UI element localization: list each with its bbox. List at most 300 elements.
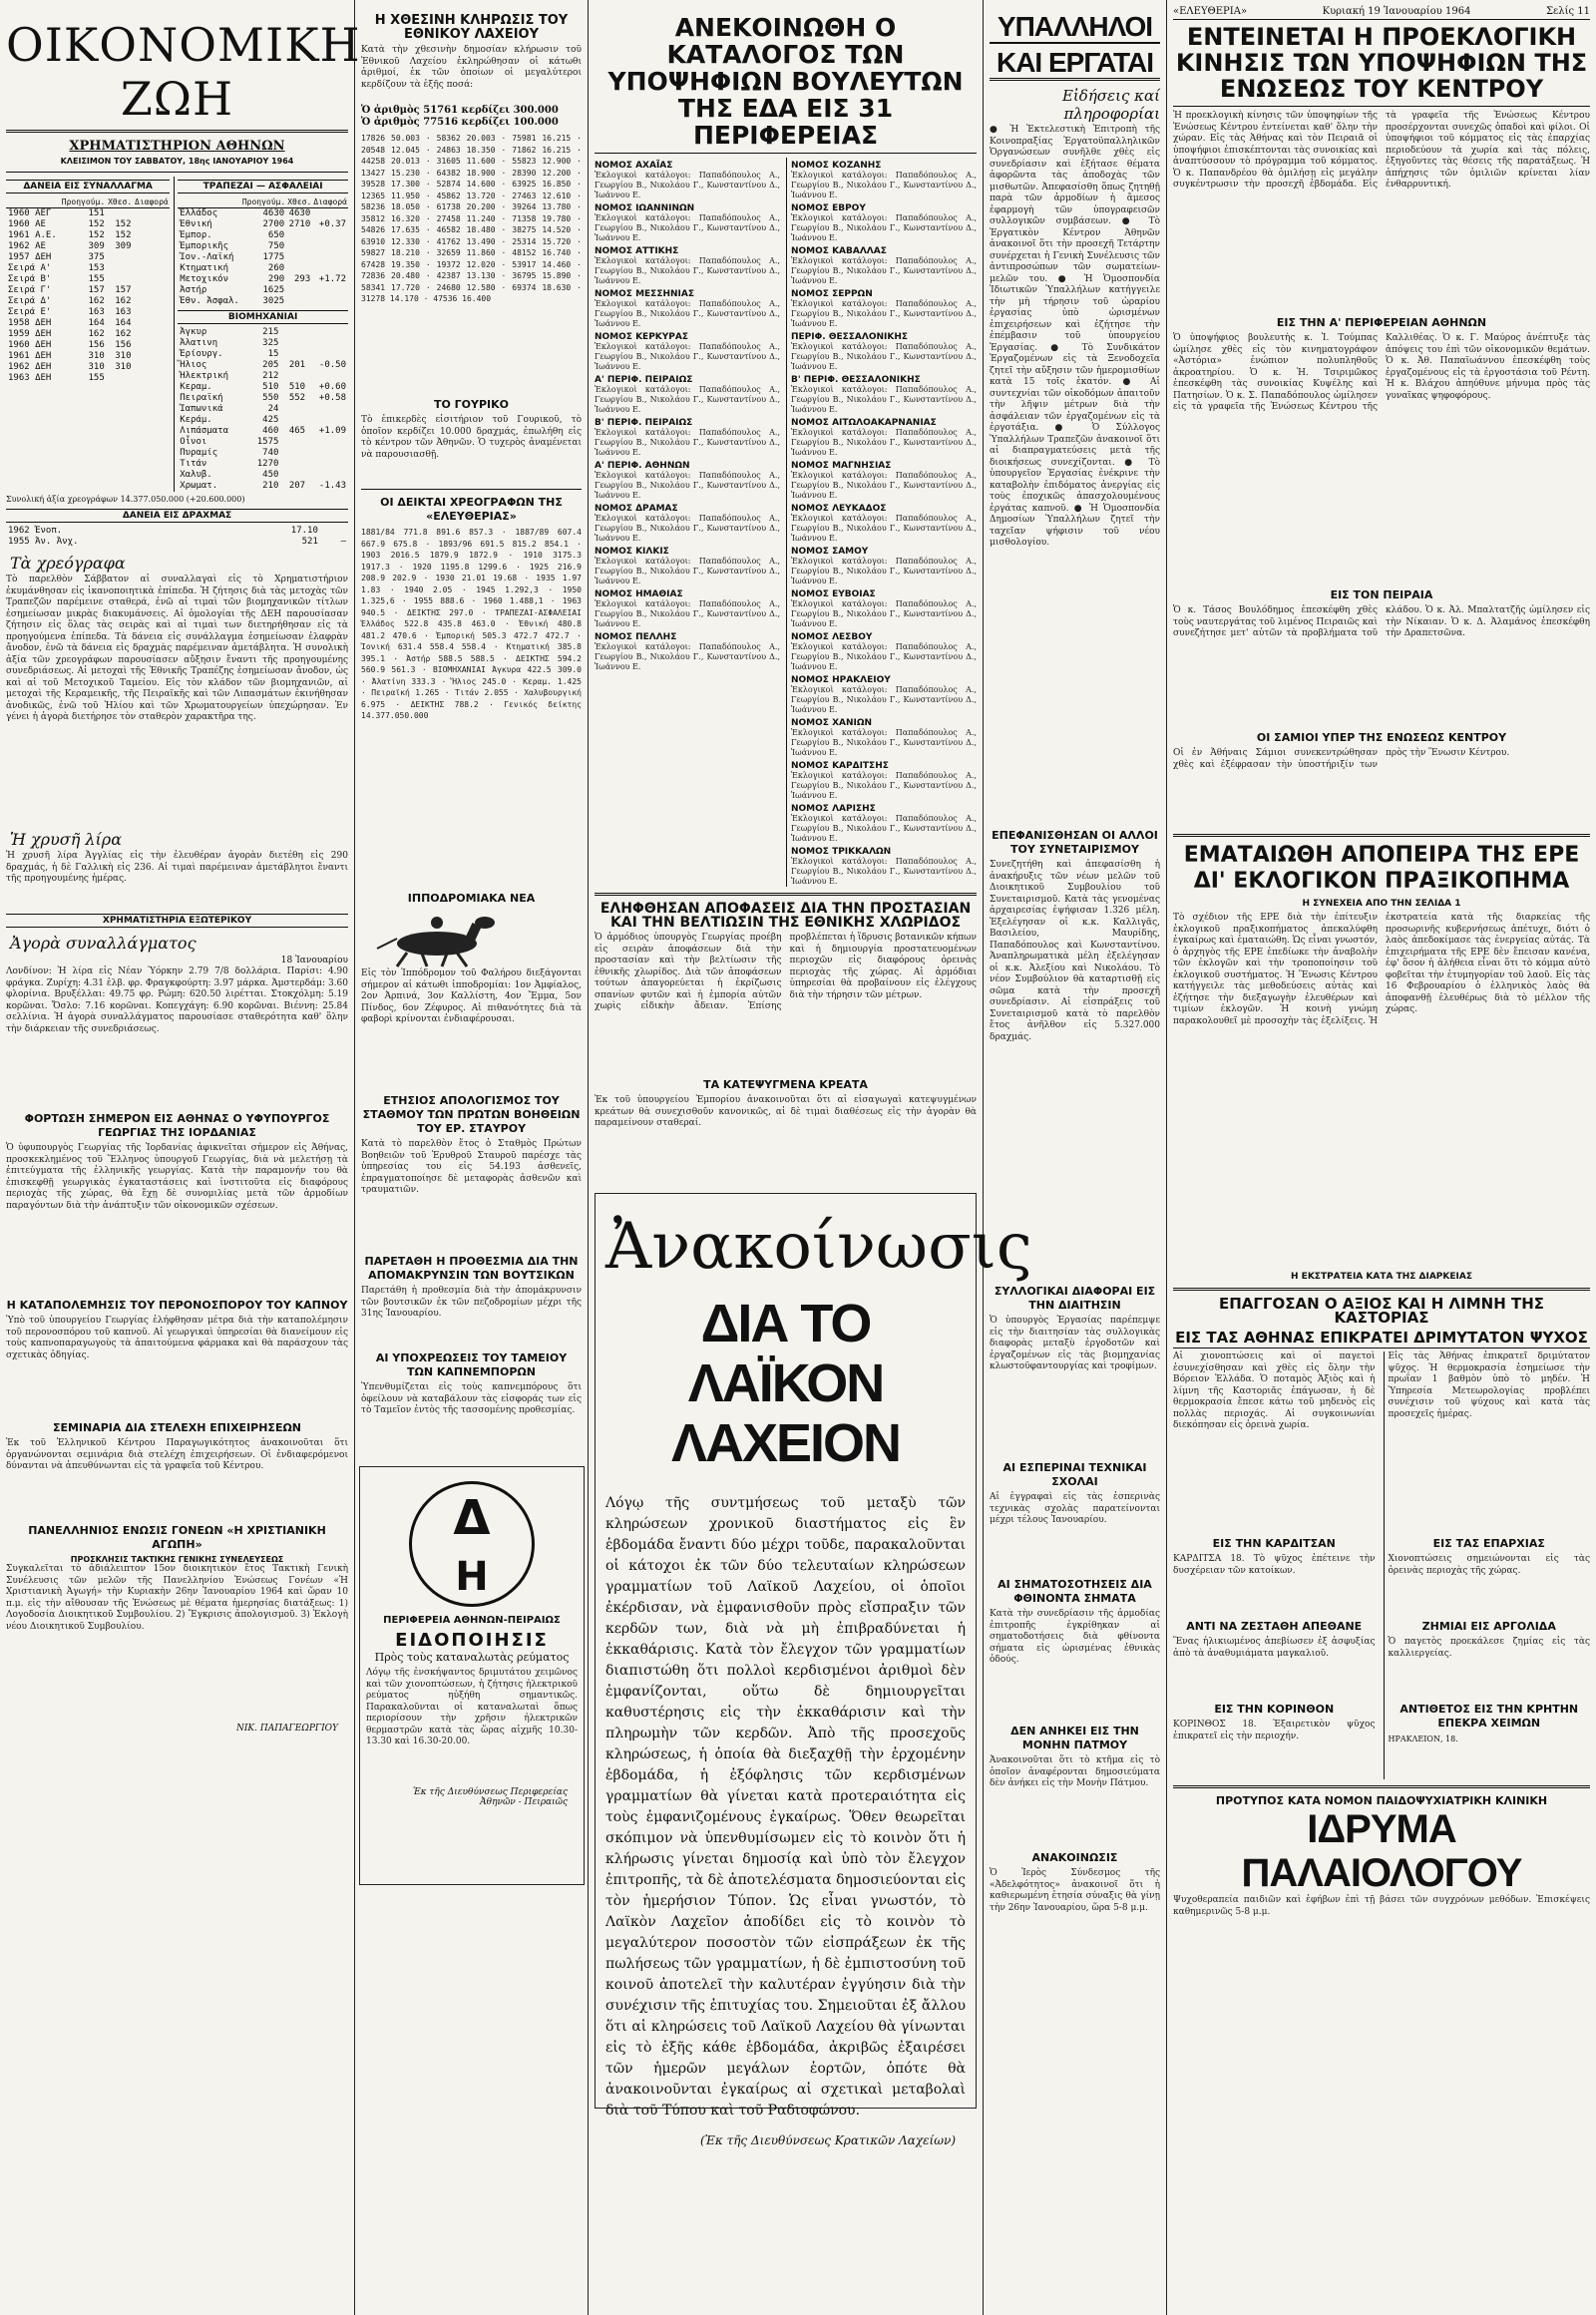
loans-col-header: Χθεσ.: [108, 197, 133, 206]
industry-cell: [307, 371, 348, 382]
disputes-text: Ὁ ὑπουργὸς Ἐργασίας παρέπεμψε εἰς τὴν διαιτησίαν τὰς συλλογικὰς διαφορὰς μεταξὺ ἐργοδοτῶν καὶ ἐργαζομένων εἰς τὰς βιομηχανίας κλωστοϋφαντουργίας καὶ τροφίμων.: [990, 1316, 1160, 1371]
banks-row: [178, 208, 348, 220]
nomoi-right: [786, 158, 977, 887]
loans-cell: 1960 ΑΕ: [8, 219, 46, 229]
argolida-text: Ὁ παγετὸς προεκάλεσε ζημίας εἰς τὰς καλλιεργείας.: [1388, 1637, 1590, 1659]
nomos-heading: Α' ΠΕΡΙΦ. ΠΕΙΡΑΙΩΣ: [595, 375, 693, 385]
eda-headline: ΑΝΕΚΟΙΝΩΘΗ Ο ΚΑΤΑΛΟΓΟΣ ΤΩΝ ΥΠΟΨΗΦΙΩΝ ΒΟΥΛΕΥΤΩΝ ΤΗΣ ΕΔΑ ΕΙΣ 31 ΠΕΡΙΦΕΡΕΙΑΣ: [607, 13, 964, 150]
loans-cell: Σειρά Δ': [8, 296, 52, 306]
industry-cell: 201: [288, 360, 306, 370]
nomos-heading: ΠΕΡΙΦ. ΘΕΣΣΑΛΟΝΙΚΗΣ: [791, 332, 909, 342]
sub-argolida: ΖΗΜΙΑΙ ΕΙΣ ΑΡΓΟΛΙΔΑ: [1421, 1620, 1556, 1633]
banks-cell: Ἐμπορικῆς: [180, 241, 228, 251]
nomos-heading: ΝΟΜΟΣ ΚΙΛΚΙΣ: [595, 547, 669, 557]
loans-col-header: [6, 196, 60, 208]
loans-row: [6, 296, 170, 307]
horse-race-illustration: [367, 909, 577, 968]
paper-name: «ΕΛΕΥΘΕΡΙΑ»: [1173, 6, 1248, 17]
banks-row: [178, 252, 348, 263]
industry-cell: 510: [262, 382, 279, 392]
loans-cell: 1963 ΔΕΗ: [8, 373, 52, 383]
dei-sign-2: Ἀθηνῶν - Πειραιῶς: [480, 1797, 568, 1807]
column-politics: [1167, 0, 1596, 2315]
sub-korinth: ΕΙΣ ΤΗΝ ΚΟΡΙΝΘΟΝ: [1214, 1703, 1335, 1716]
banks-cell: [312, 285, 348, 296]
industry-cell: 510: [288, 382, 306, 392]
economy-title: ΟΙΚΟΝΟΜΙΚΗ ΖΩΗ: [6, 18, 348, 133]
industry-cell: [280, 448, 307, 459]
loans-cell: 157: [88, 285, 105, 295]
industry-row: [178, 481, 348, 492]
elections-text: Συνεζητήθη καὶ ἀπεφασίσθη ἡ ἀνακήρυξις τῶν νέων μελῶν τοῦ Διοικητικοῦ Συμβουλίου τοῦ Συνεταιρισμοῦ. Κατὰ τὰς γενομένας ἀρχαιρεσίας ἐψήφισαν 1.326 μέλη. Ἐξελέγησαν οἱ κ.κ. Καλλιγᾶς, Βασιλείου, Μαυρίδης, Παπαδόπουλος καὶ Κωνσταντίνου. Ἀναπληρωματικὰ μέλη ἐξελέγησαν οἱ κ.κ. Ἀλεξίου καὶ Νικολάου. Τὸ νέον Συμβούλιον θὰ καταρτισθῇ εἰς σῶμα κατὰ τὴν προσεχῆ συνεδρίασιν. Αἱ εἰσπράξεις τοῦ Συνεταιρισμοῦ κατὰ τὸ παρελθὸν ἔτος ἀνῆλθον εἰς 5.327.000 δραχμάς.: [990, 860, 1160, 1042]
banks-row: [178, 263, 348, 274]
banks-cell: +1.72: [318, 274, 346, 284]
loans-cell: Σειρά Ε': [8, 307, 52, 317]
industry-cell: [280, 349, 307, 360]
patmos-text: Ἀνακοινοῦται ὅτι τὸ κτῆμα εἰς τὸ ὁποῖον ἀναφέρονται δημοσιεύματα δὲν ἀνήκει εἰς τὴν Μονὴν Πάτμου.: [990, 1755, 1160, 1788]
sub-samos: ΟΙ ΣΑΜΙΟΙ ΥΠΕΡ ΤΗΣ ΕΝΩΣΕΩΣ ΚΕΝΤΡΟΥ: [1256, 731, 1507, 744]
loans-cell: 1961 Α.Ε.: [8, 230, 57, 240]
nomos-candidates: Ἐκλογικοὶ κατάλογοι: Παπαδόπουλος Α., Γεωργίου Β., Νικολάου Γ., Κωνσταντίνου Δ., Ἰωάννου Ε.: [791, 728, 977, 757]
industry-cell: Λιπάσματα: [180, 426, 228, 436]
banks-cell: [286, 252, 312, 263]
cold-headline: ΕΙΣ ΤΑΣ ΑΘΗΝΑΣ ΕΠΙΚΡΑΤΕΙ ΔΡΙΜΥΤΑΤΟΝ ΨΥΧΟΣ: [1173, 1331, 1590, 1349]
continue-note: Η ΣΥΝΕΧΕΙΑ ΑΠΟ ΤΗΝ ΣΕΛΙΔΑ 1: [1302, 899, 1461, 909]
banks-cell: Κτηματική: [180, 263, 228, 273]
lottery-text: Κατὰ τὴν χθεσινὴν δημοσίαν κλήρωσιν τοῦ Ἐθνικοῦ Λαχείου ἐκληρώθησαν οἱ κάτωθι ἀριθμοί, ἐκ τῶν ὁποίων οἱ μεγαλύτεροι κερδίζουν τὰ ἑξῆς ποσά:: [361, 45, 582, 90]
loans-row: [6, 263, 170, 274]
workers-text-1: ● Ἡ Ἐκτελεστικὴ Ἐπιτροπὴ τῆς Κοινοπραξίας Ἐργατοϋπαλληλικῶν Ὁργανώσεων συνῆλθε χθὲς εἰς συνεδρίασιν καὶ ἐξήτασε θέματα ἀφορῶντα τὰς ἀποδοχὰς τῶν μισθωτῶν. Ἀπεφασίσθη ὅπως ζητηθῇ παρὰ τῶν ἀρμοδίων ἡ ἄμεσος ἐφαρμογὴ τῶν ὑπογραφεισῶν συλλογικῶν συμβάσεων. ● Τὸ Ἐργατικὸν Κέντρον Ἀθηνῶν ἀνακοινοῖ ὅτι τὴν προσεχῆ Τετάρτην συνέρχεται ἡ Γενικὴ Συνέλευσις τῶν ἀντιπροσώπων τῶν σωματείων-μελῶν του. ● Ἡ Ὁμοσπονδία Ἰδιωτικῶν Ὑπαλλήλων κατήγγειλε τὴν μὴ τήρησιν τοῦ ὡραρίου ἐργασίας ὑπὸ ὡρισμένων ἐπιχειρήσεων καὶ ἐζήτησε τὴν ἐπέμβασιν τοῦ ὑπουργείου Ἐργασίας. ● Τὸ Συνδικάτον Ἐργαζομένων εἰς τὰ Ξενοδοχεῖα ζητεῖ τὴν αὔξησιν τῶν ἡμερομισθίων κατὰ 15 τοῖς ἑκατόν. ● Αἱ συντεχνίαι τῶν οἰκοδόμων ἀπαιτοῦν τὴν λῆψιν μέτρων διὰ τὴν ἀσφάλειαν τῶν ἐργαζομένων εἰς τὰ ἐργοτάξια. ● Ὁ Σύλλογος Ὑπαλλήλων Τραπεζῶν ἀνακοινοῖ ὅτι αἱ διαπραγματεύσεις μετὰ τῆς διοικήσεως συνεχίζονται. ● Τὸ ὑπουργεῖον Ἐργασίας ἐνέκρινε τὴν καταβολὴν ἐπιδόματος ἀνεργίας εἰς τοὺς ἐποχικῶς ἀπασχολουμένους ἐργάτας καπνοῦ. ● Ἡ Ὁμοσπονδία Δημοσίων Ὑπαλλήλων ζητεῖ τὴν ταχεῖαν ψήφισιν τοῦ νέου μισθολογίου.: [990, 125, 1160, 548]
workers-news-sub: Εἰδήσεις καί πληροφορίαι: [1061, 87, 1160, 123]
nomoi-left: [595, 158, 780, 887]
industry-cell: 15: [267, 349, 279, 359]
loans-cell: Σειρά Α': [8, 263, 52, 273]
column-workers: [984, 0, 1167, 2315]
industry-cell: Τιτάν: [180, 459, 207, 469]
lottery-announcement-ad: [595, 1193, 1032, 2147]
nomos-candidates: Ἐκλογικοὶ κατάλογοι: Παπαδόπουλος Α., Γεωργίου Β., Νικολάου Γ., Κωνσταντίνου Δ., Ἰωάννου Ε.: [791, 342, 977, 371]
drachma-head: ΔΑΝΕΙΑ ΕΙΣ ΔΡΑΧΜΑΣ: [6, 509, 348, 523]
nomos-candidates: Ἐκλογικοὶ κατάλογοι: Παπαδόπουλος Α., Γεωργίου Β., Νικολάου Γ., Κωνσταντίνου Δ., Ἰωάννου Ε.: [791, 428, 977, 457]
nomos-candidates: Ἐκλογικοὶ κατάλογοι: Παπαδόπουλος Α., Γεωργίου Β., Νικολάου Γ., Κωνσταντίνου Δ., Ἰωάννου Ε.: [791, 213, 977, 242]
industry-cell: [307, 470, 348, 481]
industry-row: [178, 470, 348, 481]
parents-head: ΠΑΝΕΛΛΗΝΙΟΣ ΕΝΩΣΙΣ ΓΟΝΕΩΝ «Η ΧΡΙΣΤΙΑΝΙΚΗ ΑΓΩΠΗ»: [28, 1524, 326, 1551]
nomos-heading: ΝΟΜΟΣ ΙΩΑΝΝΙΝΩΝ: [595, 203, 695, 213]
loans-cell: 164: [115, 318, 132, 328]
industry-cell: [307, 338, 348, 349]
nomos-candidates: Ἐκλογικοὶ κατάλογοι: Παπαδόπουλος Α., Γεωργίου Β., Νικολάου Γ., Κωνσταντίνου Δ., Ἰωάννου Ε.: [791, 514, 977, 543]
industry-row: [178, 327, 348, 338]
seminar-head: ΣΕΜΙΝΑΡΙΑ ΔΙΑ ΣΤΕΛΕΧΗ ΕΠΙΧΕΙΡΗΣΕΩΝ: [52, 1421, 302, 1434]
loans-head: ΔΑΝΕΙΑ ΕΙΣ ΣΥΝΑΛΛΑΓΜΑ: [6, 180, 170, 193]
banks-cell: Ἐμπορ.: [180, 230, 212, 240]
banks-cell: [286, 263, 312, 274]
banks-cell: 1775: [262, 252, 285, 262]
industry-row: [178, 360, 348, 371]
exchange-title: Ἀγορὰ συναλλάγματος: [10, 934, 197, 953]
nomos-candidates: Ἐκλογικοὶ κατάλογοι: Παπαδόπουλος Α., Γεωργίου Β., Νικολάου Γ., Κωνσταντίνου Δ., Ἰωάννου Ε.: [791, 857, 977, 886]
center-union-headline: ΕΝΤΕΙΝΕΤΑΙ Η ΠΡΟΕΚΛΟΓΙΚΗ ΚΙΝΗΣΙΣ ΤΩΝ ΥΠΟΨΗΦΙΩΝ ΤΗΣ ΕΝΩΣΕΩΣ ΤΟΥ ΚΕΝΤΡΟΥ: [1175, 23, 1588, 103]
industry-cell: 425: [262, 415, 279, 425]
drachma-row: [6, 526, 348, 537]
industry-row: [178, 393, 348, 404]
industry-head: ΒΙΟΜΗΧΑΝΙΑΙ: [178, 310, 348, 324]
loans-cell: 310: [115, 362, 132, 372]
banks-cell: +0.37: [318, 219, 346, 229]
industry-row: [178, 459, 348, 470]
index-head: ΟΙ ΔΕΙΚΤΑΙ ΧΡΕΟΓΡΑΦΩΝ ΤΗΣ «ΕΛΕΥΘΕΡΙΑΣ»: [380, 496, 563, 523]
banks-cell: [312, 252, 348, 263]
industry-cell: 205: [262, 360, 279, 370]
nomos-heading: ΝΟΜΟΣ ΛΑΡΙΣΗΣ: [791, 804, 876, 814]
nomos-heading: ΝΟΜΟΣ ΛΕΥΚΑΔΟΣ: [791, 504, 887, 514]
loans-cell: 162: [88, 329, 105, 339]
loans-row: [6, 219, 170, 230]
banks-cell: 290: [267, 274, 285, 284]
banks-cell: [312, 230, 348, 241]
nomos-candidates: Ἐκλογικοὶ κατάλογοι: Παπαδόπουλος Α., Γεωργίου Β., Νικολάου Γ., Κωνσταντίνου Δ., Ἰωάννου Ε.: [791, 471, 977, 500]
clinic-text: Ψυχοθεραπεία παιδιῶν καὶ ἐφήβων ἐπὶ τῇ βάσει τῶν συγχρόνων μεθόδων. Ἐπισκέψεις καθημερινῶς 5-8 μ.μ.: [1173, 1895, 1590, 1917]
industry-cell: Πυραμίς: [180, 448, 218, 458]
tobacco-text: Ὑπὸ τοῦ ὑπουργείου Γεωργίας ἐλήφθησαν μέτρα διὰ τὴν καταπολέμησιν τοῦ περονοσπόρου τοῦ καπνοῦ. Αἱ γεωργικαὶ ὑπηρεσίαι θὰ διανείμουν εἰς τοὺς καπνοπαραγωγοὺς τὰ ἀπαιτούμενα φάρμακα καὶ θὰ παράσχουν τὰς σχετικὰς ὁδηγίας.: [6, 1316, 348, 1360]
extension-text: Παρετάθη ἡ προθεσμία διὰ τὴν ἀπομάκρυνσιν τῶν βουτσικῶν ἐκ τῶν πεζοδρομίων μέχρι τῆς 31ης Ἰανουαρίου.: [361, 1286, 582, 1319]
ere-text: Τὸ σχέδιον τῆς ΕΡΕ διὰ τὴν ἐπίτευξιν ἐκλογικοῦ πραξικοπήματος ἀπεκαλύφθη ἐγκαίρως καὶ ἐματαιώθη. Ὡς εἶναι γνωστόν, ὁ ἀρχηγὸς τῆς ΕΡΕ ἐπεδίωκε τὴν ἀναβολὴν τῶν ἐκλογῶν καὶ τὴν τροποποίησιν τοῦ ἐκλογικοῦ συστήματος. Ἡ Ἕνωσις Κέντρου κατήγγειλε τὰς μεθοδεύσεις αὐτὰς καὶ ἐζήτησε τὴν διεξαγωγὴν ἐλευθέρων καὶ τιμίων ἐκλογῶν. Ἡ κοινὴ γνώμη παρακολουθεῖ μὲ προσοχὴν τὰς ἐξελίξεις. Ἡ ἐκστρατεία κατὰ τῆς διαρκείας τῆς προσωρινῆς κυβερνήσεως ἀπέτυχε, διότι ὁ λαὸς ἀπεδοκίμασε τὰς ἐνεργείας αὐτάς. Τὰ ἐπιχειρήματα τῆς ΕΡΕ δὲν ἔπεισαν κανένα, ἐφ' ὅσον ἡ ἀλήθεια εἶναι ὅτι τὸ κόμμα αὐτὸ φοβεῖται τὴν ἐτυμηγορίαν τοῦ λαοῦ. Εἰς τὰς 16 Φεβρουαρίου ὁ ἑλληνικὸς λαὸς θὰ ἀποφανθῇ ἐλευθέρως διὰ τὸ μέλλον τῆς χώρας.: [1173, 913, 1590, 1026]
loans-row: [6, 307, 170, 318]
gouriko-head: ΤΟ ΓΟΥΡΙΚΟ: [433, 398, 510, 411]
industry-cell: Χρωματ.: [180, 481, 218, 491]
nomos-candidates: Ἐκλογικοὶ κατάλογοι: Παπαδόπουλος Α., Γεωργίου Β., Νικολάου Γ., Κωνσταντίνου Δ., Ἰωάννου Ε.: [595, 342, 780, 371]
prize-2: Ὁ ἀριθμὸς 77516 κερδίζει 100.000: [361, 117, 559, 128]
industry-row: [178, 349, 348, 360]
loans-cell: 157: [115, 285, 132, 295]
racing-head: ΙΠΠΟΔΡΟΜΙΑΚΑ ΝΕΑ: [407, 892, 536, 905]
nomos-candidates: Ἐκλογικοὶ κατάλογοι: Παπαδόπουλος Α., Γεωργίου Β., Νικολάου Γ., Κωνσταντίνου Δ., Ἰωάννου Ε.: [791, 685, 977, 714]
nomos-heading: ΝΟΜΟΣ ΑΙΤΩΛΟΑΚΑΡΝΑΝΙΑΣ: [791, 418, 937, 428]
bonds-title: Τὰ χρεόγραφα: [10, 554, 126, 573]
nomos-heading: ΝΟΜΟΣ ΤΡΙΚΚΑΛΩΝ: [791, 847, 892, 857]
loans-cell: 162: [115, 296, 132, 306]
racing-text: Εἰς τὸν Ἱππόδρομον τοῦ Φαλήρου διεξάγονται σήμερον αἱ κάτωθι ἱπποδρομίαι: 1ον Ἀμφίαλος, 2ον Ἀρπινά, 3ον Καλλίστη, 4ον Ἔμμα, 5ον Πίνδος, 6ον Ζέφυρος. Αἱ πιθανότητες διὰ τὰ φαβορὶ κρίνονται ἐνδιαφέρουσαι.: [361, 968, 582, 1024]
industry-cell: 24: [267, 404, 279, 414]
industry-cell: Ἐρίουργ.: [180, 349, 223, 359]
nomos-heading: ΝΟΜΟΣ ΜΕΣΣΗΝΙΑΣ: [595, 289, 694, 299]
nomos-candidates: Ἐκλογικοὶ κατάλογοι: Παπαδόπουλος Α., Γεωργίου Β., Νικολάου Γ., Κωνσταντίνου Δ., Ἰωάννου Ε.: [595, 557, 780, 585]
loans-cell: 310: [115, 351, 132, 361]
industry-cell: [280, 404, 307, 415]
loans-cell: 153: [88, 263, 105, 273]
loans-cell: 152: [88, 219, 105, 229]
banks-col-header: Χθεσ.: [287, 197, 312, 206]
nomos-candidates: Ἐκλογικοὶ κατάλογοι: Παπαδόπουλος Α., Γεωργίου Β., Νικολάου Γ., Κωνσταντίνου Δ., Ἰωάννου Ε.: [595, 428, 780, 457]
loans-cell: 1957 ΔΕΗ: [8, 252, 52, 262]
loans-row: [6, 351, 170, 362]
decision-head: ΕΛΗΦΘΗΣΑΝ ΑΠΟΦΑΣΕΙΣ ΔΙΑ ΤΗΝ ΠΡΟΣΤΑΣΙΑΝ ΚΑΙ ΤΗΝ ΒΕΛΤΙΩΣΙΝ ΤΗΣ ΕΘΝΙΚΗΣ ΧΛΩΡΙΔΟΣ: [599, 901, 972, 931]
loans-cell: [107, 263, 134, 274]
weather-text-1: Αἱ χιονοπτώσεις καὶ οἱ παγετοὶ ἐσυνεχίσθησαν καὶ χθὲς εἰς ὅλην τὴν Βόρειον Ἑλλάδα. Ὁ ποταμὸς Ἀξιὸς καὶ ἡ λίμνη τῆς Καστοριᾶς ἐπάγωσαν, ἡ δὲ θερμοκρασία ἔπεσε κάτω τοῦ μηδενὸς εἰς πολλὰς περιοχάς. Αἱ συγκοινωνίαι διεκόπησαν εἰς ὀρεινὰ χωρία.: [1173, 1351, 1376, 1430]
industry-row: [178, 382, 348, 393]
industry-cell: 1270: [256, 459, 279, 469]
exchange-date: 18 Ἰανουαρίου: [280, 956, 348, 965]
industry-cell: Πειραϊκή: [180, 393, 223, 403]
banks-header-row: [178, 196, 348, 208]
industry-cell: 450: [262, 470, 279, 480]
seminar-text: Ἐκ τοῦ Ἑλληνικοῦ Κέντρου Παραγωγικότητος ἀνακοινοῦται ὅτι ὀργανώνονται σεμινάρια διὰ στελέχη ἐπιχειρήσεων. Οἱ ἐνδιαφερόμενοι δύνανται νὰ ἀπευθύνωνται εἰς τὰ γραφεῖα τοῦ Κέντρου.: [6, 1438, 348, 1471]
workers-head-2: ΚΑΙ ΕΡΓΑΤΑΙ: [990, 48, 1160, 81]
drachma-cell: 17.10: [290, 526, 318, 536]
industry-cell: [280, 459, 307, 470]
banks-cell: Ἰον.-Λαϊκή: [180, 252, 234, 262]
nomos-candidates: Ἐκλογικοὶ κατάλογοι: Παπαδόπουλος Α., Γεωργίου Β., Νικολάου Γ., Κωνσταντίνου Δ., Ἰωάννου Ε.: [791, 642, 977, 671]
industry-cell: 740: [262, 448, 279, 458]
workers-head-1: ΥΠΑΛΛΗΛΟΙ: [990, 12, 1160, 44]
industry-cell: Οἶνοι: [180, 437, 207, 447]
gouriko-text: Τὸ ἐπικερδὲς εἰσιτήριον τοῦ Γουρικοῦ, τὸ ὁποῖον κερδίζει 10.000 δραχμάς, ἐπωλήθη εἰς τὸ κέντρον τῶν Ἀθηνῶν. Ὁ τυχερὸς ἀναμένεται νὰ παρουσιασθῇ.: [361, 415, 582, 460]
parents-text: Συγκαλεῖται τὸ ἀδιάλειπτον 15ον διοικητικὸν ἔτος Τακτικὴ Γενικὴ Συνέλευσις τῶν μελῶν τῆς Πανελληνίου Ἑνώσεως Γονέων «Ἡ Χριστιανικὴ Ἀγωγή» τὴν Κυριακὴν 26ην Ἰανουαρίου 1964 καὶ ὥραν 10 π.μ. εἰς τὴν αἴθουσαν τῆς Ἑνώσεως μὲ θέματα ἡμερησίας διατάξεως: 1) Λογοδοσία Διοικητικοῦ Συμβουλίου. 2) Ἔγκρισις ἀπολογισμοῦ. 3) Ἐκλογὴ νέου Διοικητικοῦ Συμβουλίου.: [6, 1564, 348, 1632]
banks-cell: [312, 241, 348, 252]
industry-cell: [280, 327, 307, 338]
industry-cell: 207: [288, 481, 306, 491]
banks-cell: 260: [267, 263, 285, 273]
loans-row: [6, 208, 170, 220]
loans-cell: 156: [115, 340, 132, 350]
herakleio-line: ΗΡΑΚΛΕΙΟΝ, 18.: [1388, 1735, 1458, 1743]
banks-cell: 1625: [262, 285, 285, 295]
patmos-head: ΔΕΝ ΑΝΗΚΕΙ ΕΙΣ ΤΗΝ ΜΟΝΗΝ ΠΑΤΜΟΥ: [1010, 1725, 1139, 1751]
column-eda-list: [589, 0, 1032, 2315]
loans-cell: 310: [88, 362, 105, 372]
redcross-head: ΕΤΗΣΙΟΣ ΑΠΟΛΟΓΙΣΜΟΣ ΤΟΥ ΣΤΑΘΜΟΥ ΤΩΝ ΠΡΩΤΩΝ ΒΟΗΘΕΙΩΝ ΤΟΥ ΕΡ. ΣΤΑΥΡΟΥ: [362, 1094, 581, 1135]
loans-cell: 162: [115, 329, 132, 339]
sub-piraeus: ΕΙΣ ΤΟΝ ΠΕΙΡΑΙΑ: [1330, 588, 1433, 601]
nomos-candidates: Ἐκλογικοὶ κατάλογοι: Παπαδόπουλος Α., Γεωργίου Β., Νικολάου Γ., Κωνσταντίνου Δ., Ἰωάννου Ε.: [595, 642, 780, 671]
stamps-head: ΑΙ ΣΗΜΑΤΟΣΟΤΗΣΕΙΣ ΔΙΑ ΦΘΙΝΟΝΤΑ ΣΗΜΑΤΑ: [998, 1578, 1152, 1605]
loans-cell: 1960 ΑΕΓ: [8, 208, 52, 218]
loans-row: [6, 318, 170, 329]
meat-text: Ἐκ τοῦ ὑπουργείου Ἐμπορίου ἀνακοινοῦται ὅτι αἱ εἰσαγωγαὶ κατεψυγμένων κρεάτων θὰ συνεχισθοῦν κανονικῶς, αἱ δὲ τιμαὶ διαθέσεως εἰς τὴν ἀγορὰν θὰ παραμείνουν σταθεραί.: [595, 1095, 977, 1128]
nomos-candidates: Ἐκλογικοὶ κατάλογοι: Παπαδόπουλος Α., Γεωργίου Β., Νικολάου Γ., Κωνσταντίνου Δ., Ἰωάννου Ε.: [595, 213, 780, 242]
sub-provinces: ΕΙΣ ΤΑΣ ΕΠΑΡΧΙΑΣ: [1432, 1537, 1545, 1550]
banks-head: ΤΡΑΠΕΖΑΙ — ΑΣΦΑΛΕΙΑΙ: [178, 180, 348, 193]
industry-cell: 210: [262, 481, 279, 491]
industry-cell: Ἥλιος: [180, 360, 207, 370]
kastoria-headline: ΕΠΑΓΓΟΣΑΝ Ο ΑΞΙΟΣ ΚΑΙ Η ΛΙΜΝΗ ΤΗΣ ΚΑΣΤΟΡΙΑΣ: [1218, 1295, 1545, 1327]
banks-cell: [286, 285, 312, 296]
loans-cell: 1962 ΔΕΗ: [8, 362, 52, 372]
piraeus-text: Ὁ κ. Τάσος Βουλόδημος ἐπεσκέφθη χθὲς τοὺς ναυτεργάτας τοῦ λιμένος Πειραιῶς καὶ συνεζήτησε μετ' αὐτῶν τὰ προβλήματα τοῦ κλάδου. Ὁ κ. Ἀλ. Μπαλτατζῆς ὡμίλησεν εἰς τὴν Νίκαιαν. Ὁ κ. Δ. Ἀλαμάνος ἐπεσκέφθη τὴν Δραπετσῶνα.: [1173, 605, 1590, 638]
industry-cell: [307, 448, 348, 459]
loans-row: [6, 340, 170, 351]
nomos-heading: Β' ΠΕΡΙΦ. ΘΕΣΣΑΛΟΝΙΚΗΣ: [791, 375, 921, 385]
industry-cell: -0.50: [318, 360, 346, 370]
fund-head: ΑΙ ΥΠΟΧΡΕΩΣΕΙΣ ΤΟΥ ΤΑΜΕΙΟΥ ΤΩΝ ΚΑΠΝΕΜΠΟΡΩΝ: [375, 1351, 568, 1378]
nomos-candidates: Ἐκλογικοὶ κατάλογοι: Παπαδόπουλος Α., Γεωργίου Β., Νικολάου Γ., Κωνσταντίνου Δ., Ἰωάννου Ε.: [595, 599, 780, 628]
industry-cell: [280, 338, 307, 349]
industry-cell: +1.09: [318, 426, 346, 436]
nomos-candidates: Ἐκλογικοὶ κατάλογοι: Παπαδόπουλος Α., Γεωργίου Β., Νικολάου Γ., Κωνσταντίνου Δ., Ἰωάννου Ε.: [791, 771, 977, 800]
nomos-heading: ΝΟΜΟΣ ΕΒΡΟΥ: [791, 203, 866, 213]
banks-col-header: Διαφορά: [313, 197, 347, 206]
industry-cell: [307, 327, 348, 338]
meat-head: ΤΑ ΚΑΤΕΨΥΓΜΕΝΑ ΚΡΕΑΤΑ: [703, 1078, 868, 1091]
banks-cell: [286, 241, 312, 252]
nomos-heading: ΝΟΜΟΣ ΚΑΒΑΛΛΑΣ: [791, 246, 887, 256]
weather-left: [1173, 1351, 1376, 1779]
loans-row: [6, 230, 170, 241]
industry-cell: [307, 404, 348, 415]
loans-cell: 163: [88, 307, 105, 317]
banks-table: [178, 196, 348, 307]
loans-col-header: Προηγούμ.: [61, 197, 106, 206]
drachma-cell: [320, 526, 348, 537]
banks-row: [178, 296, 348, 307]
decision-text: Ὁ ἀρμόδιος ὑπουργὸς Γεωργίας προέβη εἰς σειρὰν ἀποφάσεων διὰ τὴν προστασίαν καὶ τὴν βελτίωσιν τῆς ἐθνικῆς χλωρίδος. Διὰ τῶν ἀποφάσεων τούτων ἀπαγορεύεται ἡ ἐκρίζωσις σπανίων φυτῶν καὶ ἡ ἐμπορία αὐτῶν χωρὶς εἰδικὴν ἄδειαν. Ἐπίσης προβλέπεται ἡ ἵδρυσις βοτανικῶν κήπων καὶ ἡ δημιουργία προστατευομένων περιοχῶν εἰς διαφόρους ὀρεινὰς περιοχὰς τῆς χώρας. Αἱ ἀρμόδιαι ὑπηρεσίαι θὰ προβαίνουν εἰς ἐλέγχους διὰ τὴν τήρησιν τῶν μέτρων.: [595, 933, 977, 1011]
drachma-cell: 1955 Ἀν. Ἀνχ.: [8, 537, 79, 547]
banks-cell: [286, 296, 312, 307]
exchange-text: Λονδίνον: Ἡ λίρα εἰς Νέαν Ὑόρκην 2.79 7/8 δολλάρια. Παρίσι: 4.90 φράγκα. Ζυρίχη: 4.31 ἑλβ. φρ. Φραγκφούρτη: 3.97 μάρκα. Ἀμστερδάμ: 3.60 φλορίνια. Βρυξέλλαι: 49.75 φρ. Ρώμη: 620.50 λιρέτται. Στοκχόλμη: 5.19 κορῶναι. Ὄσλο: 7.16 κορῶναι. Κοπεγχάγη: 6.90 κορῶναι. Βιέννη: 25.84 σελλίνια. Ἡ ἀγορὰ συναλλάγματος παρουσίασε σταθερότητα καθ' ὅλην τὴν διάρκειαν τῆς συνεδριάσεως.: [6, 966, 348, 1034]
fund-text: Ὑπενθυμίζεται εἰς τοὺς καπνεμπόρους ὅτι ὀφείλουν νὰ καταβάλουν τὰς εἰσφοράς των εἰς τὸ Ταμεῖον ἐντὸς τῆς τασσομένης προθεσμίας.: [361, 1382, 582, 1415]
parents-sub: ΠΡΟΣΚΛΗΣΙΣ ΤΑΚΤΙΚΗΣ ΓΕΝΙΚΗΣ ΣΥΝΕΛΕΥΣΕΩΣ: [70, 1555, 284, 1564]
elections-head: ΕΠΕΦΑΝΙΣΘΗΣΑΝ ΟΙ ΑΛΛΟΙ ΤΟΥ ΣΥΝΕΤΑΙΡΙΣΜΟΥ: [992, 829, 1158, 856]
loans-cell: 309: [115, 241, 132, 251]
banks-cell: [312, 296, 348, 307]
ad-subtitle: ΔΙΑ ΤΟ ΛΑΪΚΟΝ ΛΑΧΕΙΟΝ: [670, 1294, 901, 1473]
parents-sign: ΝΙΚ. ΠΑΠΑΓΕΩΡΓΙΟΥ: [235, 1724, 338, 1734]
banks-row: [178, 241, 348, 252]
loans-cell: 1958 ΔΕΗ: [8, 318, 52, 328]
industry-cell: Χαλυβ.: [180, 470, 212, 480]
nomos-heading: Α' ΠΕΡΙΦ. ΑΘΗΝΩΝ: [595, 461, 690, 471]
industry-cell: [280, 470, 307, 481]
announce-head: ΑΝΑΚΟΙΝΩΣΙΣ: [1031, 1851, 1118, 1864]
industry-row: [178, 415, 348, 426]
industry-cell: 325: [262, 338, 279, 348]
loans-cell: 164: [88, 318, 105, 328]
loans-cell: 155: [88, 274, 105, 284]
nomos-candidates: Ἐκλογικοὶ κατάλογοι: Παπαδόπουλος Α., Γεωργίου Β., Νικολάου Γ., Κωνσταντίνου Δ., Ἰωάννου Ε.: [595, 385, 780, 414]
announce-text: Ὁ Ἱερὸς Σύνδεσμος τῆς «Ἀδελφότητος» ἀνακοινοῖ ὅτι ἡ καθιερωμένη ἐτησία σύναξις θὰ γίνῃ τὴν 26ην Ἰανουαρίου, ὥρα 5-8 μ.μ.: [990, 1868, 1160, 1913]
industry-cell: 550: [262, 393, 279, 403]
drachma-cell: —: [340, 537, 346, 547]
industry-cell: [307, 459, 348, 470]
banks-cell: 293: [294, 274, 311, 284]
banks-col-header: [178, 196, 241, 208]
industry-cell: 1575: [256, 437, 279, 447]
jordan-minister-head: ΦΟΡΤΩΣΗ ΣΗΜΕΡΟΝ ΕΙΣ ΑΘΗΝΑΣ Ο ΥΦΥΠΟΥΡΓΟΣ ΓΕΩΡΓΙΑΣ ΤΗΣ ΙΟΡΔΑΝΙΑΣ: [24, 1112, 330, 1139]
loans-cell: 156: [88, 340, 105, 350]
loans-cell: Σειρά Β': [8, 274, 52, 284]
industry-cell: Κεραμ.: [180, 382, 212, 392]
ad-title: Ἀνακοίνωσις: [605, 1210, 1032, 1284]
drachma-row: [6, 537, 348, 548]
loans-row: [6, 241, 170, 252]
loans-header-row: [6, 196, 170, 208]
drachma-table: [6, 526, 348, 548]
nomos-candidates: Ἐκλογικοὶ κατάλογοι: Παπαδόπουλος Α., Γεωργίου Β., Νικολάου Γ., Κωνσταντίνου Δ., Ἰωάννου Ε.: [595, 471, 780, 500]
ekstrateia-sub: Η ΕΚΣΤΡΑΤΕΙΑ ΚΑΤΑ ΤΗΣ ΔΙΑΡΚΕΙΑΣ: [1291, 1272, 1472, 1282]
loans-table: [6, 196, 170, 384]
banks-row: [178, 219, 348, 230]
nomos-candidates: Ἐκλογικοὶ κατάλογοι: Παπαδόπουλος Α., Γεωργίου Β., Νικολάου Γ., Κωνσταντίνου Δ., Ἰωάννου Ε.: [791, 814, 977, 843]
loans-cell: 310: [88, 351, 105, 361]
dei-logo-icon: Δ Η: [409, 1481, 535, 1607]
nomos-candidates: Ἐκλογικοὶ κατάλογοι: Παπαδόπουλος Α., Γεωργίου Β., Νικολάου Γ., Κωνσταντίνου Δ., Ἰωάννου Ε.: [595, 171, 780, 199]
loans-row: [6, 274, 170, 285]
redcross-text: Κατὰ τὸ παρελθὸν ἔτος ὁ Σταθμὸς Πρώτων Βοηθειῶν τοῦ Ἐρυθροῦ Σταυροῦ παρέσχε τὰς ὑπηρεσίας του εἰς 54.193 ἀσθενεῖς, ἐπραγματοποίησε δὲ μεταφορὰς ἀσθενῶν καὶ τραυματιῶν.: [361, 1139, 582, 1195]
banks-cell: Ἑλλάδος: [180, 208, 218, 218]
stock-exchange-title: ΧΡΗΜΑΤΙΣΤΗΡΙΟΝ ΑΘΗΝΩΝ: [69, 139, 285, 154]
industry-cell: 212: [262, 371, 279, 381]
korinth-text: ΚΟΡΙΝΘΟΣ 18. Ἐξαιρετικὸν ψῦχος ἐπικρατεῖ εἰς τὴν περιοχήν.: [1173, 1720, 1376, 1741]
nomos-heading: ΝΟΜΟΣ ΠΕΛΛΗΣ: [595, 632, 677, 642]
loans-col-header: Διαφορά: [135, 197, 169, 206]
banks-cell: 750: [267, 241, 285, 251]
banks-cell: Μετοχικόν: [180, 274, 228, 284]
banks-cell: [286, 230, 312, 241]
weather-right: [1384, 1351, 1591, 1779]
dei-region: ΠΕΡΙΦΕΡΕΙΑ ΑΘΗΝΩΝ-ΠΕΙΡΑΙΩΣ: [383, 1615, 561, 1626]
nomos-heading: ΝΟΜΟΣ ΚΑΡΔΙΤΣΗΣ: [791, 761, 889, 771]
banks-row: [178, 274, 348, 285]
clinic-head: ΠΡΟΤΥΠΟΣ ΚΑΤΑ ΝΟΜΟΝ ΠΑΙΔΟΨΥΧΙΑΤΡΙΚΗ ΚΛΙΝΙΚΗ: [1215, 1794, 1548, 1807]
industry-cell: Ἠλεκτρική: [180, 371, 228, 381]
sub-heat: ΑΝΤΙ ΝΑ ΖΕΣΤΑΘΗ ΑΠΕΘΑΝΕ: [1186, 1620, 1363, 1633]
heat-text: Ἕνας ἡλικιωμένος ἀπεβίωσεν ἐξ ἀσφυξίας ἀπὸ τὰ ἀναθυμιάματα μαγκαλιοῦ.: [1173, 1637, 1376, 1659]
samos-text: Οἱ ἐν Ἀθήναις Σάμιοι συνεκεντρώθησαν χθὲς καὶ ἐξέφρασαν τὴν ὑποστήριξίν των πρὸς τὴν Ἕνωσιν Κέντρου.: [1173, 748, 1510, 770]
dei-body: Λόγῳ τῆς ἐνσκήψαντος δριμυτάτου χειμῶνος καὶ τῶν χιονοπτώσεων, ἡ ζήτησις ἠλεκτρικοῦ ρεύματος ηὐξήθη σημαντικῶς. Παρακαλοῦνται οἱ καταναλωταὶ ὅπως περιορίσουν τὴν χρῆσιν ἠλεκτρικῶν θερμαστρῶν κατὰ τὰς ὥρας αἰχμῆς 10.30-13.30 καὶ 16.30-20.00.: [366, 1668, 578, 1746]
nomos-heading: ΝΟΜΟΣ ΗΡΑΚΛΕΙΟΥ: [791, 675, 891, 685]
bonds-text: Τὸ παρελθὸν Σάββατον αἱ συναλλαγαὶ εἰς τὸ Χρηματιστήριον ἐκυμάνθησαν εἰς ἱκανοποιητικὰ ἐπίπεδα. Ἡ ζήτησις διὰ τὰς μετοχὰς τῶν Τραπεζῶν παρέμεινε σταθερά, ἐνῶ αἱ τιμαὶ τῶν βιομηχανικῶν τίτλων ἐσημείωσαν μικρὰς διακυμάνσεις. Αἱ ὁμολογίαι τῆς ΔΕΗ παρουσίασαν ζήτησιν εἰς ὅλας τὰς σειρὰς καὶ αἱ τιμαὶ των διετηρήθησαν εἰς τὰ προηγούμενα ἐπίπεδα. Τὰ δάνεια εἰς συνάλλαγμα ἐσημείωσαν ἐλαφρὰν ἄνοδον, ἐνῶ τὰ δάνεια εἰς δραχμὰς παρέμειναν ἀμετάβλητα. Ἡ συνολικὴ ἀξία τῶν χρεογράφων παρουσίασεν αὔξησιν ἔναντι τῆς προηγουμένης συνεδριάσεως. Αἱ μετοχαὶ τῆς Ἐθνικῆς Τραπέζης ἐσημείωσαν ἄνοδον, ὡς καὶ αἱ τοῦ Μετοχικοῦ Ταμείου. Εἰς τὸν κλάδον τῶν βιομηχανιῶν, αἱ μετοχαὶ τῆς Κεραμεικῆς, τῆς Πειραϊκῆς καὶ τῶν Λιπασμάτων ἐκινήθησαν ἀνοδικῶς, ἐνῶ τοῦ Ἡλίου καὶ τῶν Χρωματουργείων ὑπεχώρησαν. Ἐν γένει ἡ ἀγορὰ διετήρησε τὸν σταθερὸν χαρακτῆρα της.: [6, 575, 348, 722]
nomos-heading: ΝΟΜΟΣ ΣΑΜΟΥ: [791, 547, 869, 557]
sub-athens: ΕΙΣ ΤΗΝ Α' ΠΕΡΙΦΕΡΕΙΑΝ ΑΘΗΝΩΝ: [1276, 316, 1487, 329]
nomos-candidates: Ἐκλογικοὶ κατάλογοι: Παπαδόπουλος Α., Γεωργίου Β., Νικολάου Γ., Κωνσταντίνου Δ., Ἰωάννου Ε.: [791, 557, 977, 585]
industry-cell: [280, 415, 307, 426]
banks-cell: Ἀστήρ: [180, 285, 207, 295]
loans-cell: 375: [88, 252, 105, 262]
loans-cell: [107, 373, 134, 384]
loans-cell: 1962 ΑΕ: [8, 241, 46, 251]
nomos-heading: ΝΟΜΟΣ ΛΕΣΒΟΥ: [791, 632, 873, 642]
weather-text-2: Εἰς τὰς Ἀθήνας ἐπικρατεῖ δριμύτατον ψῦχος. Ἡ θερμοκρασία ἐσημείωσε τὴν πρωΐαν 1 βαθμὸν ὑπὸ τὸ μηδέν. Ἡ Ὑπηρεσία Μετεωρολογίας προβλέπει συνέχισιν τοῦ ψύχους καὶ κατὰ τὰς προσεχεῖς ἡμέρας.: [1388, 1351, 1590, 1419]
page-header: [1173, 6, 1590, 20]
tobacco-head: Η ΚΑΤΑΠΟΛΕΜΗΣΙΣ ΤΟΥ ΠΕΡΟΝΟΣΠΟΡΟΥ ΤΟΥ ΚΑΠΝΟΥ: [6, 1299, 348, 1312]
sub-crete: ΑΝΤΙΘΕΤΟΣ ΕΙΣ ΤΗΝ ΚΡΗΤΗΝ ΕΠΕΚΡΑ ΧΕΙΜΩΝ: [1399, 1703, 1579, 1730]
nomos-candidates: Ἐκλογικοὶ κατάλογοι: Παπαδόπουλος Α., Γεωργίου Β., Νικολάου Γ., Κωνσταντίνου Δ., Ἰωάννου Ε.: [791, 171, 977, 199]
dei-title: ΕΙΔΟΠΟΙΗΣΙΣ: [395, 1630, 549, 1651]
industry-cell: -1.43: [318, 481, 346, 491]
industry-cell: Κεράμ.: [180, 415, 212, 425]
industry-row: [178, 404, 348, 415]
loans-row: [6, 285, 170, 296]
athens-text: Ὁ ὑποψήφιος βουλευτὴς κ. Ἰ. Τούμπας ὡμίλησε χθὲς εἰς τὸν κινηματογράφον «Ἀστόρια» ἐνώπιον πολυπληθοῦς ἀκροατηρίου. Ὁ κ. Ἡ. Τσιριμῶκος ἐπεσκέφθη τὰς συνοικίας Κυψέλης καὶ Πατησίων. Ὁ κ. Σ. Παπαδόπουλος ὡμίλησεν εἰς τὰ γραφεῖα τῆς Ἑνώσεως Κέντρου τῆς Καλλιθέας. Ὁ κ. Γ. Μαύρος ἀνέπτυξε τὰς ἀπόψεις του ἐπὶ τῶν οἰκονομικῶν θεμάτων. Ὁ κ. Ἀθ. Παπαϊωάννου ἐπεσκέφθη τοὺς ἐργαζομένους εἰς τὰ ἐργοστάσια τοῦ Ρέντη. Ἡ κ. Βλάχου ἀπηύθυνε μήνυμα πρὸς τὰς γυναῖκας ψηφοφόρους.: [1173, 333, 1590, 412]
nomos-heading: ΝΟΜΟΣ ΕΥΒΟΙΑΣ: [791, 589, 876, 599]
loans-cell: 163: [115, 307, 132, 317]
banks-cell: 4630: [288, 208, 311, 218]
nomos-candidates: Ἐκλογικοὶ κατάλογοι: Παπαδόπουλος Α., Γεωργίου Β., Νικολάου Γ., Κωνσταντίνου Δ., Ἰωάννου Ε.: [791, 256, 977, 285]
industry-table: [178, 327, 348, 492]
industry-row: [178, 448, 348, 459]
industry-cell: Ἀγκυρ: [180, 327, 207, 337]
column-lottery: [355, 0, 589, 2315]
loans-row: [6, 329, 170, 340]
industry-cell: [280, 437, 307, 448]
loans-cell: [107, 208, 134, 220]
industry-cell: [280, 371, 307, 382]
nomos-heading: ΝΟΜΟΣ ΗΜΑΘΙΑΣ: [595, 589, 683, 599]
dei-sign-1: Ἐκ τῆς Διευθύνσεως Περιφερείας: [412, 1787, 568, 1797]
loans-cell: 309: [88, 241, 105, 251]
nomos-candidates: Ἐκλογικοὶ κατάλογοι: Παπαδόπουλος Α., Γεωργίου Β., Νικολάου Γ., Κωνσταντίνου Δ., Ἰωάννου Ε.: [791, 599, 977, 628]
